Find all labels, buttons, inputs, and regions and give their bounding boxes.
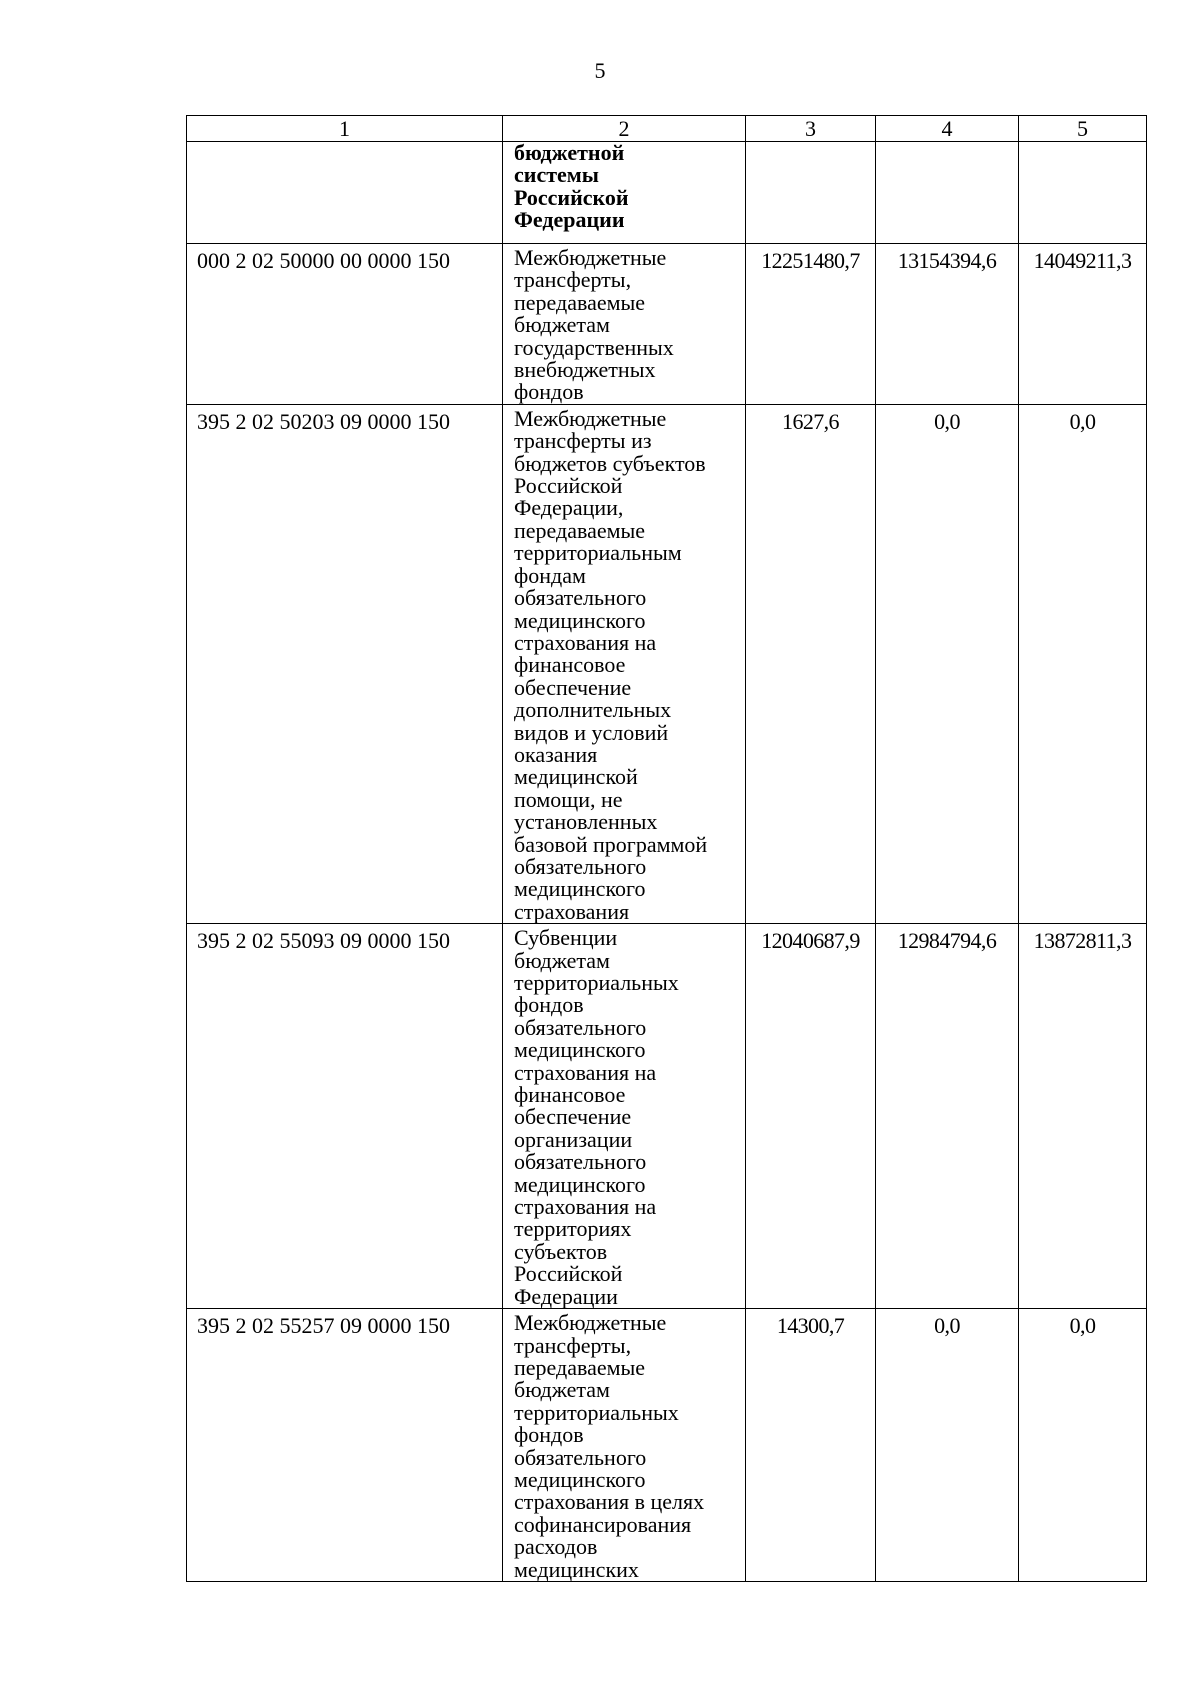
- continuation-v5-cell: [1019, 142, 1147, 244]
- value-col-5: 13872811,3: [1019, 924, 1147, 1309]
- value-col-5: 0,0: [1019, 404, 1147, 923]
- desc-line: видов и условий: [514, 719, 669, 745]
- desc-line: расходов: [514, 1534, 598, 1560]
- desc-line: бюджетам: [514, 1377, 610, 1403]
- desc-line: территориальных: [514, 970, 679, 995]
- value-col-3: 1627,6: [746, 404, 876, 923]
- desc-line: медицинского: [514, 876, 646, 902]
- desc-line: бюджетов субъектов: [514, 450, 706, 476]
- desc-line: субъектов: [514, 1238, 608, 1264]
- budget-code-cell: 395 2 02 55093 09 0000 150: [187, 924, 503, 1309]
- desc-line: страхования на: [514, 1194, 657, 1220]
- desc-line: передаваемые: [514, 1354, 646, 1380]
- table-row: [187, 404, 1147, 923]
- desc-line: Субвенции: [514, 925, 618, 951]
- desc-line: Федерации,: [514, 495, 624, 521]
- desc-line: передаваемые: [514, 517, 646, 543]
- description-cell: [503, 404, 746, 923]
- desc-line: трансферты,: [514, 1332, 632, 1358]
- desc-line: медицинских: [514, 1556, 639, 1582]
- value-col-5: 14049211,3: [1019, 244, 1147, 405]
- continuation-v4-cell: [876, 142, 1019, 244]
- header-col-2: 2: [503, 116, 746, 142]
- desc-line: Российской: [514, 1261, 623, 1287]
- desc-line: фондов: [514, 992, 584, 1018]
- budget-code-cell: 395 2 02 50203 09 0000 150: [187, 404, 503, 923]
- desc-line: государственных: [514, 334, 674, 360]
- value-col-4: 0,0: [876, 404, 1019, 923]
- description-cell: [503, 244, 746, 405]
- desc-line: финансовое: [514, 1082, 626, 1108]
- header-col-3: 3: [746, 116, 876, 142]
- desc-line: обязательного: [514, 1014, 647, 1040]
- desc-line: бюджетной: [514, 140, 625, 165]
- continuation-v3-cell: [746, 142, 876, 244]
- desc-line: дополнительных: [514, 697, 672, 723]
- continuation-code-cell: [187, 142, 503, 244]
- budget-code-cell: 000 2 02 50000 00 0000 150: [187, 244, 503, 405]
- desc-line: обязательного: [514, 853, 647, 879]
- desc-line: Российской: [514, 473, 623, 499]
- value-col-5: 0,0: [1019, 1309, 1147, 1582]
- desc-line: внебюджетных: [514, 357, 656, 383]
- budget-table: [186, 115, 1147, 1582]
- desc-line: обязательного: [514, 585, 647, 611]
- budget-code-cell: 395 2 02 55257 09 0000 150: [187, 1309, 503, 1582]
- desc-line: трансферты из: [514, 428, 652, 454]
- desc-line: фондам: [514, 562, 586, 588]
- desc-line: установленных: [514, 809, 658, 835]
- desc-line: организации: [514, 1126, 633, 1152]
- desc-line: трансферты,: [514, 267, 632, 293]
- desc-line: обеспечение: [514, 674, 632, 700]
- desc-line: фондов: [514, 379, 584, 405]
- desc-line: Межбюджетные: [514, 1310, 667, 1336]
- desc-line: передаваемые: [514, 289, 646, 315]
- desc-line: медицинской: [514, 764, 638, 790]
- table-row-continuation: [187, 142, 1147, 244]
- desc-line: обязательного: [514, 1444, 647, 1470]
- desc-line: помощи, не: [514, 786, 623, 812]
- desc-line: фондов: [514, 1422, 584, 1448]
- desc-line: бюджетам: [514, 312, 610, 338]
- desc-line: медицинского: [514, 1466, 646, 1492]
- desc-line: Федерации: [514, 1283, 618, 1309]
- description-cell: [503, 1309, 746, 1582]
- desc-line: страхования на: [514, 1059, 657, 1085]
- header-col-1: 1: [187, 116, 503, 142]
- value-col-4: 13154394,6: [876, 244, 1019, 405]
- desc-line: страхования в целях: [514, 1489, 705, 1515]
- desc-line: системы: [514, 162, 599, 188]
- continuation-desc-cell: [503, 142, 746, 244]
- description-cell: [503, 924, 746, 1309]
- desc-line: Федерации: [514, 207, 625, 233]
- desc-line: Межбюджетные: [514, 245, 667, 270]
- desc-line: медицинского: [514, 607, 646, 633]
- header-col-5: 5: [1019, 116, 1147, 142]
- desc-line: территориальных: [514, 1399, 679, 1425]
- desc-line: Российской: [514, 184, 629, 210]
- header-col-4: 4: [876, 116, 1019, 142]
- value-col-4: 12984794,6: [876, 924, 1019, 1309]
- page-number: 5: [594, 58, 606, 83]
- desc-line: медицинского: [514, 1171, 646, 1197]
- table-header-row: [187, 116, 1147, 142]
- desc-line: страхования на: [514, 629, 657, 655]
- value-col-3: 12251480,7: [746, 244, 876, 405]
- desc-line: медицинского: [514, 1037, 646, 1063]
- table-row: [187, 1309, 1147, 1582]
- desc-line: Межбюджетные: [514, 405, 667, 431]
- desc-line: обеспечение: [514, 1104, 632, 1130]
- table-row: [187, 924, 1147, 1309]
- value-col-3: 14300,7: [746, 1309, 876, 1582]
- desc-line: территориальным: [514, 540, 682, 566]
- desc-line: территориях: [514, 1216, 632, 1242]
- value-col-3: 12040687,9: [746, 924, 876, 1309]
- desc-line: базовой программой: [514, 831, 708, 857]
- desc-line: страхования: [514, 898, 630, 924]
- desc-line: оказания: [514, 741, 598, 767]
- desc-line: финансовое: [514, 652, 626, 678]
- table-row: [187, 244, 1147, 405]
- desc-line: софинансирования: [514, 1511, 692, 1537]
- desc-line: обязательного: [514, 1149, 647, 1175]
- value-col-4: 0,0: [876, 1309, 1019, 1582]
- desc-line: бюджетам: [514, 947, 610, 973]
